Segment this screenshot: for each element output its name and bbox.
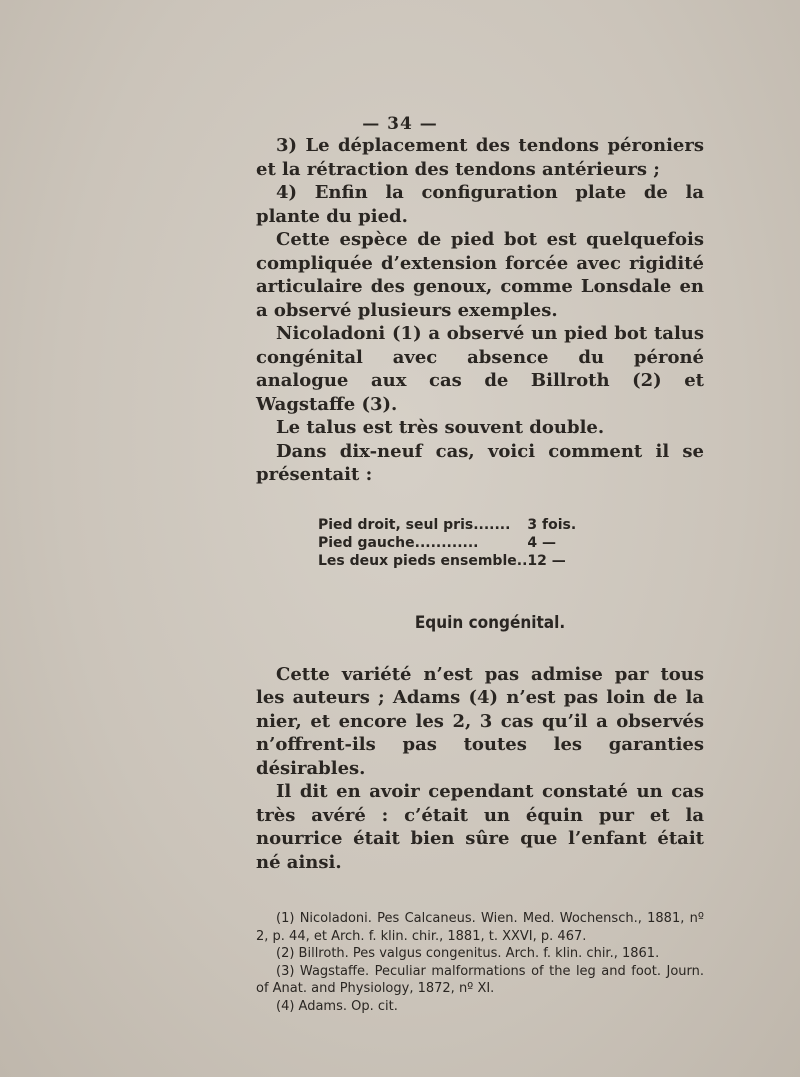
page-number: — 34 — — [362, 114, 438, 134]
footnote: (4) Adams. Op. cit. — [276, 998, 398, 1014]
statistics-table — [318, 516, 576, 570]
footnote: (3) Wagstaffe. Peculiar malformations of the leg and foot. Journ. of Anat. and Physiology, 1872, nº XI. — [256, 963, 704, 996]
page-body — [256, 134, 704, 1015]
table-row — [318, 516, 576, 534]
table-cell-label: Les deux pieds ensemble.. — [318, 552, 528, 569]
paragraph: Nicoladoni (1) a observé un pied bot talus congénital avec absence du péroné analogue aux cas de Billroth (2) et Wagstaffe (3). — [256, 323, 704, 415]
table-cell-value: 4 — — [527, 534, 557, 551]
paragraph: Il dit en avoir cependant constaté un cas très avéré : c’était un équin pur et la nourrice était bien sûre que l’enfant était né ainsi. — [256, 781, 704, 873]
table-cell-value: 3 fois. — [527, 516, 577, 533]
table-cell-label: Pied gauche............ — [318, 534, 479, 551]
table-cell-value: 12 — — [527, 552, 566, 569]
paragraph: 3) Le déplacement des tendons péroniers et la rétraction des tendons antérieurs ; — [256, 135, 704, 180]
table-row — [318, 552, 576, 570]
paragraph: Dans dix-neuf cas, voici comment il se présentait : — [256, 440, 704, 485]
table-row — [318, 534, 576, 552]
footnotes — [256, 910, 704, 1015]
section-heading: Equin congénital. — [414, 612, 566, 633]
paragraph: Cette variété n’est pas admise par tous les auteurs ; Adams (4) n’est pas loin de la nier, et encore les 2, 3 cas qu’il a observés n’offrent-ils pas toutes les garanties désirables. — [256, 663, 704, 779]
paragraph: 4) Enfin la configuration plate de la plante du pied. — [256, 182, 704, 227]
paragraph: Cette espèce de pied bot est quelquefois compliquée d’extension forcée avec rigidité articulaire des genoux, comme Lonsdale en a observé plusieurs exemples. — [256, 229, 704, 321]
footnote: (1) Nicoladoni. Pes Calcaneus. Wien. Med. Wochensch., 1881, nº 2, p. 44, et Arch. f. klin. chir., 1881, t. XXVI, p. 467. — [256, 911, 704, 944]
table-cell-label: Pied droit, seul pris....... — [318, 516, 511, 533]
paragraph: Le talus est très souvent double. — [276, 417, 605, 438]
footnote: (2) Billroth. Pes valgus congenitus. Arch. f. klin. chir., 1861. — [276, 946, 660, 961]
